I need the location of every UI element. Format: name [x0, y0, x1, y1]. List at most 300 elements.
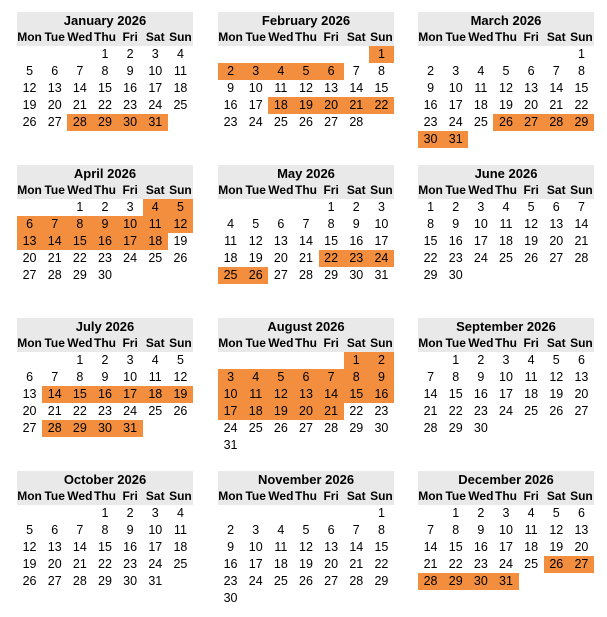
day-cell: 19 [549, 540, 564, 554]
empty-day-cell [293, 505, 318, 522]
day-cell: 20 [574, 540, 589, 554]
day-cell: 23 [123, 557, 138, 571]
weekday-header: Sun [370, 30, 393, 44]
day-cell: 22 [72, 404, 87, 418]
day-cell: 26 [299, 574, 313, 588]
day-cell: 15 [98, 81, 112, 95]
day-cell: 18 [524, 387, 539, 401]
weekday-header: Sat [544, 335, 569, 352]
day-cell: 13 [47, 540, 62, 554]
highlighted-day-cell: 22 [369, 97, 394, 114]
day-cell: 4 [176, 47, 184, 61]
day-cell: 6 [277, 217, 285, 231]
day-cell: 22 [574, 98, 589, 112]
day-cell: 25 [473, 115, 488, 129]
day-cell: 24 [223, 421, 238, 435]
month-calendar [17, 165, 193, 284]
day-cell: 27 [324, 115, 339, 129]
weekday-header: Sun [570, 489, 593, 503]
day-cell: 20 [524, 98, 539, 112]
day-cell: 12 [22, 81, 37, 95]
weekday-header: Fri [118, 488, 143, 505]
day-cell: 28 [349, 115, 364, 129]
day-cell: 25 [148, 251, 163, 265]
day-cell: 22 [448, 404, 463, 418]
day-cell: 3 [126, 200, 134, 214]
day-cell: 30 [448, 268, 463, 282]
highlighted-day-cell: 21 [319, 403, 344, 420]
day-cell: 28 [299, 268, 313, 282]
month-calendar [218, 318, 394, 454]
day-cell: 23 [223, 115, 238, 129]
day-cell: 18 [173, 540, 188, 554]
month-title: June 2026 [418, 165, 594, 182]
day-grid [17, 29, 193, 131]
day-cell: 19 [299, 557, 313, 571]
highlighted-day-cell: 19 [268, 403, 293, 420]
highlighted-day-cell: 18 [143, 233, 168, 250]
highlighted-day-cell: 10 [218, 386, 243, 403]
day-cell: 9 [126, 523, 134, 537]
day-cell: 24 [123, 404, 138, 418]
highlighted-day-cell: 18 [268, 97, 293, 114]
day-cell: 11 [274, 81, 288, 95]
day-cell: 25 [499, 251, 513, 265]
day-cell: 18 [273, 557, 288, 571]
empty-day-cell [319, 352, 344, 369]
day-cell: 13 [47, 81, 62, 95]
day-cell: 2 [477, 353, 485, 367]
empty-day-cell [17, 46, 42, 63]
highlighted-day-cell: 28 [418, 573, 443, 590]
day-cell: 7 [51, 370, 59, 384]
day-cell: 3 [452, 64, 460, 78]
day-cell: 13 [574, 523, 589, 537]
day-cell: 21 [299, 251, 313, 265]
day-cell: 1 [76, 200, 84, 214]
weekday-header: Tue [243, 29, 268, 46]
highlighted-day-cell: 19 [168, 386, 193, 403]
day-cell: 5 [552, 506, 560, 520]
highlighted-day-cell: 10 [118, 216, 143, 233]
day-cell: 21 [549, 98, 564, 112]
day-cell: 10 [374, 217, 389, 231]
weekday-header: Sun [169, 336, 192, 350]
day-cell: 17 [148, 540, 163, 554]
day-cell: 29 [98, 574, 112, 588]
day-cell: 10 [473, 217, 488, 231]
day-cell: 29 [423, 268, 438, 282]
day-cell: 1 [377, 506, 385, 520]
day-cell: 6 [51, 523, 59, 537]
highlighted-day-cell: 27 [519, 114, 544, 131]
day-cell: 3 [151, 47, 159, 61]
month-calendar [17, 12, 193, 131]
weekday-header: Wed [468, 30, 494, 44]
day-cell: 7 [302, 217, 310, 231]
day-cell: 24 [123, 251, 138, 265]
day-cell: 17 [499, 540, 513, 554]
day-cell: 26 [299, 115, 313, 129]
day-cell: 13 [524, 81, 539, 95]
day-cell: 23 [98, 251, 112, 265]
day-cell: 5 [502, 64, 510, 78]
day-cell: 6 [527, 64, 535, 78]
empty-day-cell [519, 46, 544, 63]
day-cell: 11 [524, 370, 538, 384]
month-calendar [17, 318, 193, 437]
month-title: February 2026 [218, 12, 394, 29]
day-grid [17, 488, 193, 590]
day-cell: 30 [98, 268, 112, 282]
day-cell: 12 [524, 217, 539, 231]
day-cell: 9 [227, 81, 235, 95]
highlighted-day-cell: 6 [293, 369, 318, 386]
day-cell: 26 [273, 421, 288, 435]
day-cell: 19 [173, 234, 188, 248]
day-cell: 8 [377, 64, 385, 78]
day-cell: 9 [227, 540, 235, 554]
day-cell: 2 [352, 200, 360, 214]
day-cell: 26 [22, 574, 37, 588]
day-cell: 22 [72, 251, 87, 265]
highlighted-day-cell: 25 [218, 267, 243, 284]
day-cell: 4 [527, 353, 535, 367]
weekday-header: Thu [93, 30, 116, 44]
day-cell: 22 [374, 557, 389, 571]
day-cell: 23 [98, 404, 112, 418]
day-cell: 1 [76, 353, 84, 367]
day-cell: 16 [448, 234, 463, 248]
day-cell: 31 [374, 268, 389, 282]
day-cell: 6 [577, 353, 585, 367]
highlighted-day-cell: 13 [293, 386, 318, 403]
day-cell: 5 [26, 64, 34, 78]
day-cell: 27 [299, 421, 313, 435]
day-cell: 12 [173, 370, 188, 384]
day-cell: 26 [173, 404, 188, 418]
day-cell: 8 [452, 370, 460, 384]
weekday-header: Wed [67, 183, 93, 197]
day-cell: 10 [248, 81, 263, 95]
month-calendar [418, 318, 594, 437]
day-cell: 5 [302, 523, 310, 537]
highlighted-day-cell: 19 [293, 97, 318, 114]
day-cell: 11 [274, 540, 288, 554]
weekday-header: Tue [243, 335, 268, 352]
highlighted-day-cell: 28 [67, 114, 92, 131]
day-cell: 9 [477, 370, 485, 384]
month-title: July 2026 [17, 318, 193, 335]
day-cell: 17 [374, 234, 389, 248]
month-title: March 2026 [418, 12, 594, 29]
weekday-header: Wed [268, 336, 294, 350]
day-cell: 14 [549, 81, 564, 95]
day-cell: 20 [549, 234, 564, 248]
weekday-header: Thu [93, 489, 116, 503]
day-cell: 12 [549, 523, 564, 537]
highlighted-day-cell: 27 [569, 556, 594, 573]
weekday-header: Tue [443, 182, 468, 199]
weekday-header: Mon [17, 336, 42, 350]
highlighted-day-cell: 20 [319, 97, 344, 114]
highlighted-day-cell: 3 [243, 63, 268, 80]
weekday-header: Tue [443, 335, 468, 352]
day-cell: 11 [173, 523, 187, 537]
weekday-header: Fri [519, 29, 544, 46]
month-title: May 2026 [218, 165, 394, 182]
highlighted-day-cell: 9 [369, 369, 394, 386]
empty-day-cell [42, 505, 67, 522]
weekday-header: Sun [570, 30, 593, 44]
empty-day-cell [544, 46, 569, 63]
day-cell: 30 [223, 591, 238, 605]
highlighted-day-cell: 26 [243, 267, 268, 284]
day-cell: 15 [574, 81, 589, 95]
day-cell: 10 [148, 64, 163, 78]
day-cell: 23 [448, 251, 463, 265]
day-cell: 10 [499, 370, 513, 384]
highlighted-day-cell: 14 [42, 233, 67, 250]
weekday-header: Sun [570, 336, 593, 350]
weekday-header: Wed [268, 489, 294, 503]
weekday-header: Sun [169, 183, 192, 197]
day-cell: 27 [22, 421, 37, 435]
day-cell: 28 [324, 421, 339, 435]
empty-day-cell [17, 352, 42, 369]
weekday-header: Sat [143, 182, 168, 199]
highlighted-day-cell: 11 [143, 216, 168, 233]
highlighted-day-cell: 26 [493, 114, 518, 131]
day-cell: 31 [148, 574, 163, 588]
day-cell: 13 [574, 370, 589, 384]
day-cell: 7 [577, 200, 585, 214]
empty-day-cell [42, 352, 67, 369]
day-grid [218, 29, 394, 131]
day-cell: 12 [248, 234, 263, 248]
day-cell: 21 [574, 234, 589, 248]
day-cell: 14 [423, 387, 438, 401]
day-cell: 21 [72, 98, 87, 112]
day-cell: 10 [148, 523, 163, 537]
highlighted-day-cell: 30 [92, 420, 117, 437]
highlighted-day-cell: 15 [344, 386, 369, 403]
highlighted-day-cell: 14 [319, 386, 344, 403]
day-cell: 1 [101, 506, 109, 520]
day-cell: 8 [427, 217, 435, 231]
day-cell: 22 [423, 251, 438, 265]
day-cell: 8 [76, 370, 84, 384]
highlighted-day-cell: 18 [143, 386, 168, 403]
weekday-header: Tue [243, 182, 268, 199]
day-cell: 8 [577, 64, 585, 78]
day-cell: 16 [123, 540, 138, 554]
month-title: October 2026 [17, 471, 193, 488]
day-cell: 28 [47, 268, 62, 282]
day-cell: 14 [72, 540, 87, 554]
highlighted-day-cell: 23 [344, 250, 369, 267]
weekday-header: Wed [67, 489, 93, 503]
weekday-header: Sat [143, 335, 168, 352]
day-cell: 27 [324, 574, 339, 588]
month-title: April 2026 [17, 165, 193, 182]
day-cell: 10 [123, 370, 138, 384]
day-cell: 12 [299, 540, 313, 554]
weekday-header: Mon [418, 183, 443, 197]
weekday-header: Tue [443, 488, 468, 505]
day-cell: 2 [101, 200, 109, 214]
weekday-header: Fri [319, 182, 344, 199]
day-cell: 16 [473, 540, 488, 554]
day-cell: 2 [227, 523, 235, 537]
highlighted-day-cell: 16 [369, 386, 394, 403]
day-cell: 23 [223, 574, 238, 588]
day-cell: 26 [173, 251, 188, 265]
day-cell: 30 [349, 268, 364, 282]
day-cell: 27 [22, 268, 37, 282]
empty-day-cell [344, 46, 369, 63]
weekday-header: Thu [294, 489, 317, 503]
day-cell: 2 [427, 64, 435, 78]
day-cell: 17 [148, 81, 163, 95]
day-cell: 4 [151, 353, 159, 367]
day-cell: 3 [502, 353, 510, 367]
day-cell: 19 [549, 387, 564, 401]
day-cell: 10 [499, 523, 513, 537]
highlighted-day-cell: 1 [369, 46, 394, 63]
day-cell: 1 [452, 506, 460, 520]
month-calendar [218, 165, 394, 284]
day-cell: 24 [248, 574, 263, 588]
day-cell: 12 [499, 81, 513, 95]
weekday-header: Thu [494, 183, 517, 197]
weekday-header: Fri [118, 182, 143, 199]
day-cell: 16 [423, 98, 438, 112]
day-cell: 28 [423, 421, 438, 435]
month-title: November 2026 [218, 471, 394, 488]
day-cell: 30 [473, 421, 488, 435]
highlighted-day-cell: 29 [92, 114, 117, 131]
weekday-header: Sun [370, 489, 393, 503]
day-cell: 28 [72, 574, 87, 588]
day-cell: 2 [126, 506, 134, 520]
highlighted-day-cell: 28 [42, 420, 67, 437]
day-cell: 9 [477, 523, 485, 537]
day-cell: 26 [524, 251, 539, 265]
day-cell: 8 [452, 523, 460, 537]
day-grid [218, 335, 394, 454]
highlighted-day-cell: 4 [268, 63, 293, 80]
highlighted-day-cell: 22 [319, 250, 344, 267]
day-grid [418, 335, 594, 437]
day-cell: 18 [473, 98, 488, 112]
highlighted-day-cell: 5 [293, 63, 318, 80]
day-cell: 23 [123, 98, 138, 112]
day-cell: 1 [327, 200, 335, 214]
weekday-header: Thu [494, 489, 517, 503]
day-cell: 1 [427, 200, 435, 214]
day-cell: 9 [352, 217, 360, 231]
day-cell: 8 [327, 217, 335, 231]
day-cell: 6 [26, 370, 34, 384]
day-cell: 30 [123, 574, 138, 588]
highlighted-day-cell: 26 [544, 556, 569, 573]
day-cell: 4 [502, 200, 510, 214]
highlighted-day-cell: 14 [42, 386, 67, 403]
month-calendar [418, 12, 594, 148]
day-cell: 23 [473, 557, 488, 571]
highlighted-day-cell: 29 [67, 420, 92, 437]
day-cell: 5 [176, 353, 184, 367]
day-cell: 20 [273, 251, 288, 265]
day-cell: 24 [473, 251, 488, 265]
weekday-header: Thu [494, 336, 517, 350]
day-cell: 19 [22, 98, 37, 112]
weekday-header: Wed [268, 30, 294, 44]
highlighted-day-cell: 12 [268, 386, 293, 403]
weekday-header: Mon [17, 489, 42, 503]
day-cell: 21 [47, 251, 62, 265]
empty-day-cell [418, 352, 443, 369]
weekday-header: Sat [344, 182, 369, 199]
day-cell: 15 [448, 387, 463, 401]
day-cell: 11 [474, 81, 488, 95]
empty-day-cell [293, 199, 318, 216]
day-cell: 25 [173, 98, 188, 112]
empty-day-cell [218, 199, 243, 216]
day-cell: 1 [452, 353, 460, 367]
day-cell: 30 [374, 421, 389, 435]
day-cell: 29 [324, 268, 339, 282]
day-cell: 26 [22, 115, 37, 129]
highlighted-day-cell: 1 [344, 352, 369, 369]
highlighted-day-cell: 5 [168, 199, 193, 216]
day-cell: 21 [72, 557, 87, 571]
highlighted-day-cell: 30 [118, 114, 143, 131]
highlighted-day-cell: 7 [42, 216, 67, 233]
weekday-header: Thu [294, 336, 317, 350]
weekday-header: Tue [42, 335, 67, 352]
day-cell: 24 [248, 115, 263, 129]
day-cell: 15 [324, 234, 339, 248]
day-cell: 14 [349, 540, 364, 554]
day-cell: 7 [352, 64, 360, 78]
weekday-header: Fri [319, 488, 344, 505]
day-cell: 26 [549, 404, 564, 418]
highlighted-day-cell: 21 [344, 97, 369, 114]
day-cell: 15 [98, 540, 112, 554]
day-cell: 15 [423, 234, 438, 248]
day-cell: 25 [148, 404, 163, 418]
day-cell: 18 [223, 251, 238, 265]
day-cell: 15 [448, 540, 463, 554]
month-calendar [218, 471, 394, 607]
empty-day-cell [293, 352, 318, 369]
weekday-header: Sun [169, 30, 192, 44]
day-cell: 9 [101, 370, 109, 384]
weekday-header: Tue [443, 29, 468, 46]
weekday-header: Sat [544, 182, 569, 199]
month-title: August 2026 [218, 318, 394, 335]
highlighted-day-cell: 29 [443, 573, 468, 590]
empty-day-cell [268, 46, 293, 63]
month-title: January 2026 [17, 12, 193, 29]
day-cell: 12 [299, 81, 313, 95]
highlighted-day-cell: 31 [443, 131, 468, 148]
empty-day-cell [243, 46, 268, 63]
day-cell: 12 [549, 370, 564, 384]
day-cell: 19 [499, 98, 513, 112]
